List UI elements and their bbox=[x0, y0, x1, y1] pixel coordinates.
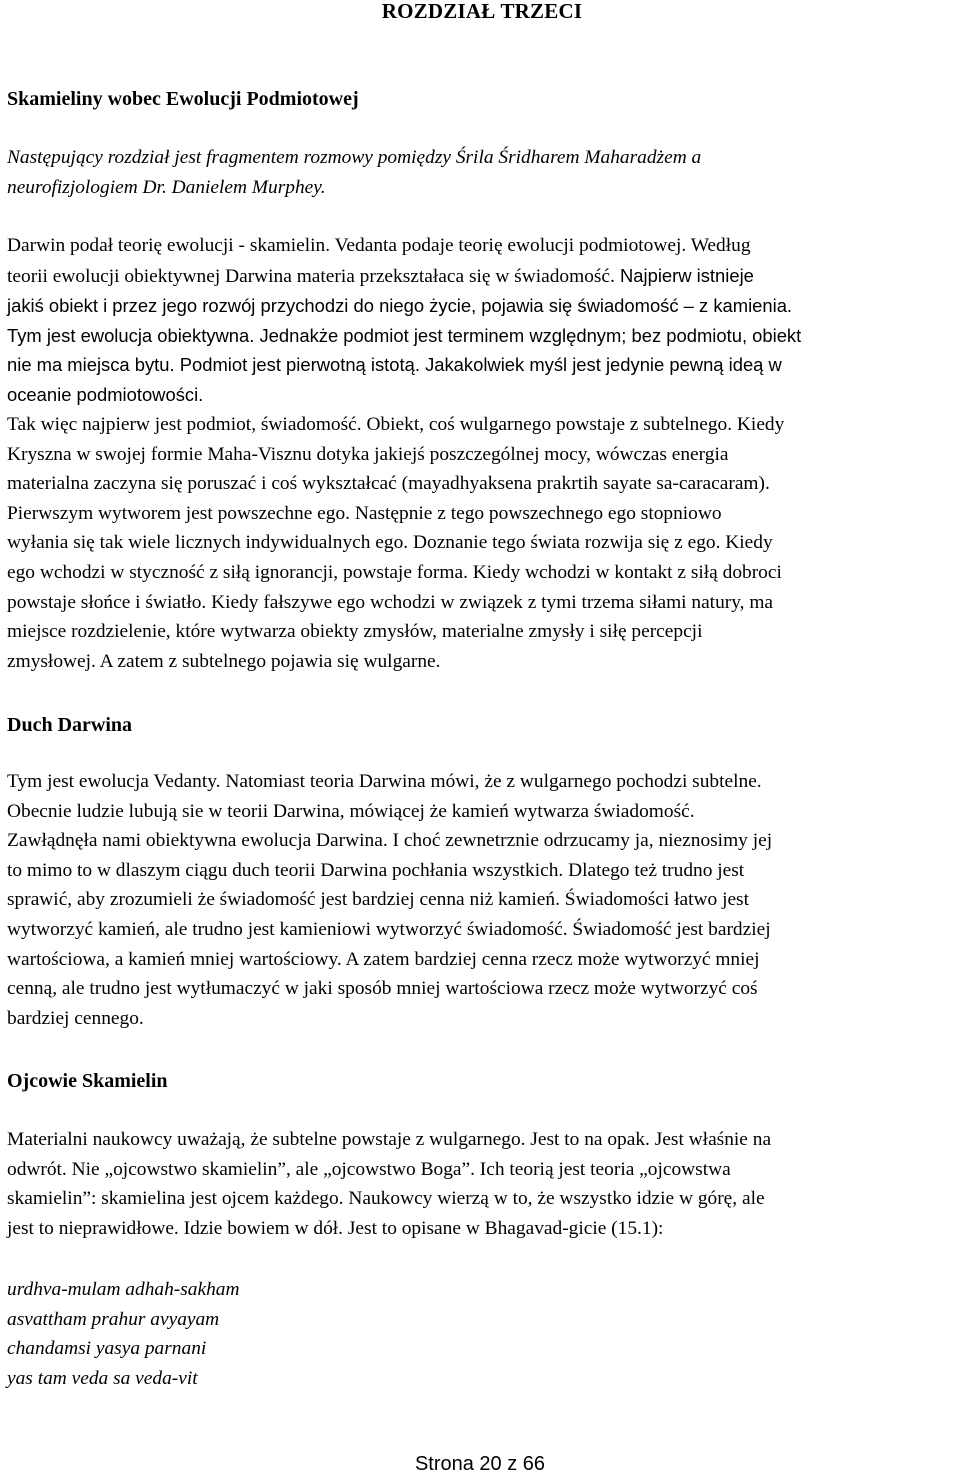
paragraph-line: nie ma miejsca bytu. Podmiot jest pierwotną istotą. Jakakolwiek myśl jest jedynie pewną ideą w bbox=[7, 354, 782, 376]
paragraph-line: neurofizjologiem Dr. Danielem Murphey. bbox=[7, 176, 326, 198]
paragraph-line: jest to nieprawidłowe. Idzie bowiem w dół. Jest to opisane w Bhagavad-gicie (15.1): bbox=[7, 1217, 664, 1239]
paragraph-naukowcy bbox=[7, 1125, 957, 1243]
section-heading-skamieliny: Skamieliny wobec Ewolucji Podmiotowej bbox=[7, 88, 359, 110]
intro-paragraph bbox=[7, 143, 957, 202]
paragraph-line: powstaje słońce i światło. Kiedy fałszywe ego wchodzi w związek z tymi trzema siłami natury, ma bbox=[7, 591, 774, 613]
paragraph-line: materialna zaczyna się poruszać i coś wykształcać (mayadhyaksena prakrtih sayate sa-caracaram). bbox=[7, 473, 770, 495]
paragraph-line: skamielin”: skamielina jest ojcem każdego. Naukowcy wierzą w to, że wszystko idzie w górę, ale bbox=[7, 1188, 765, 1210]
paragraph-line: Darwin podał teorię ewolucji - skamielin. Vedanta podaje teorię ewolucji podmiotowej. Według bbox=[7, 235, 751, 256]
paragraph-line: Tym jest ewolucja obiektywna. Jednakże podmiot jest terminem względnym; bez podmiotu, obiekt bbox=[7, 324, 802, 346]
paragraph-line: oceanie podmiotowości. bbox=[7, 383, 204, 405]
paragraph-line: wartościowa, a kamień mniej wartościowy. A zatem bardziej cenna rzecz może wytworzyć mniej bbox=[7, 948, 760, 970]
chapter-title: ROZDZIAŁ TRZECI bbox=[381, 0, 583, 23]
verse-block bbox=[7, 1275, 239, 1393]
paragraph-line-segment: Najpierw istnieje bbox=[614, 264, 754, 286]
paragraph-podmiot bbox=[7, 410, 957, 676]
paragraph-line: Kryszna w swojej formie Maha-Visznu dotyka jakiejś poszczególnej mocy, wówczas energia bbox=[7, 443, 729, 465]
paragraph-line: wyłania się tak wiele licznych indywidualnych ego. Doznanie tego świata rozwija się z ego. Kiedy bbox=[7, 532, 773, 554]
paragraph-line: Tak więc najpierw jest podmiot, świadomość. Obiekt, coś wulgarnego powstaje z subtelnego. Kiedy bbox=[7, 414, 785, 435]
paragraph-line: jakiś obiekt i przez jego rozwój przychodzi do niego życie, pojawia się świadomość – z kamienia. bbox=[7, 295, 793, 317]
paragraph-line: sprawić, aby zrozumieli że świadomość jest bardziej cenna niż kamień. Świadomości łatwo jest bbox=[7, 889, 749, 911]
paragraph-line: Następujący rozdział jest fragmentem rozmowy pomiędzy Śrila Śridharem Maharadżem a bbox=[7, 147, 702, 168]
paragraph-line: zmysłowej. A zatem z subtelnego pojawia się wulgarne. bbox=[7, 650, 441, 672]
paragraph-line: cenną, ale trudno jest wytłumaczyć w jaki sposób mniej wartościowa rzecz może wytworzyć coś bbox=[7, 978, 758, 1000]
paragraph-line: to mimo to w dlaszym ciągu duch teorii Darwina pochłania wszystkich. Dlatego też trudno jest bbox=[7, 859, 745, 881]
paragraph-line: Tym jest ewolucja Vedanty. Natomiast teoria Darwina mówi, że z wulgarnego pochodzi subtelne. bbox=[7, 771, 762, 792]
verse-line: yas tam veda sa veda-vit bbox=[7, 1367, 198, 1389]
paragraph-line: ego wchodzi w styczność z siłą ignorancji, powstaje forma. Kiedy wchodzi w kontakt z siłą dobroci bbox=[7, 561, 782, 583]
page-number: Strona 20 z 66 bbox=[414, 1453, 546, 1475]
verse-line: chandamsi yasya parnani bbox=[7, 1338, 207, 1360]
section-heading-duch-darwina: Duch Darwina bbox=[7, 714, 133, 736]
paragraph-line: bardziej cennego. bbox=[7, 1007, 144, 1029]
paragraph-line: Obecnie ludzie lubują sie w teorii Darwina, mówiącej że kamień wytwarza świadomość. bbox=[7, 800, 695, 822]
paragraph-line: miejsce rozdzielenie, które wytwarza obiekty zmysłów, materialne zmysły i siłę percepcji bbox=[7, 621, 703, 643]
verse-line: asvattham prahur avyayam bbox=[7, 1308, 220, 1330]
paragraph-line: Zawłądnęła nami obiektywna ewolucja Darwina. I choć zewnetrznie odrzucamy ja, nieznosimy jej bbox=[7, 830, 773, 852]
section-heading-ojcowie-skamielin: Ojcowie Skamielin bbox=[7, 1070, 168, 1092]
paragraph-line: Materialni naukowcy uważają, że subtelne powstaje z wulgarnego. Jest to na opak. Jest właśnie na bbox=[7, 1129, 772, 1150]
paragraph-darwin-vedanta bbox=[7, 231, 957, 410]
paragraph-line: wytworzyć kamień, ale trudno jest kamieniowi wytworzyć świadomość. Świadomość jest bardziej bbox=[7, 918, 771, 940]
paragraph-line: odwrót. Nie „ojcowstwo skamielin”, ale „ojcowstwo Boga”. Ich teorią jest teoria „ojcowstwa bbox=[7, 1158, 731, 1180]
paragraph-line bbox=[7, 261, 957, 292]
verse-line: urdhva-mulam adhah-sakham bbox=[7, 1279, 240, 1300]
paragraph-ewolucja-vedanty bbox=[7, 767, 957, 1033]
paragraph-line-segment: teorii ewolucji obiektywnej Darwina materia przekształaca się w świadomość. bbox=[7, 265, 615, 287]
paragraph-line: Pierwszym wytworem jest powszechne ego. Następnie z tego powszechnego ego stopniowo bbox=[7, 502, 722, 524]
